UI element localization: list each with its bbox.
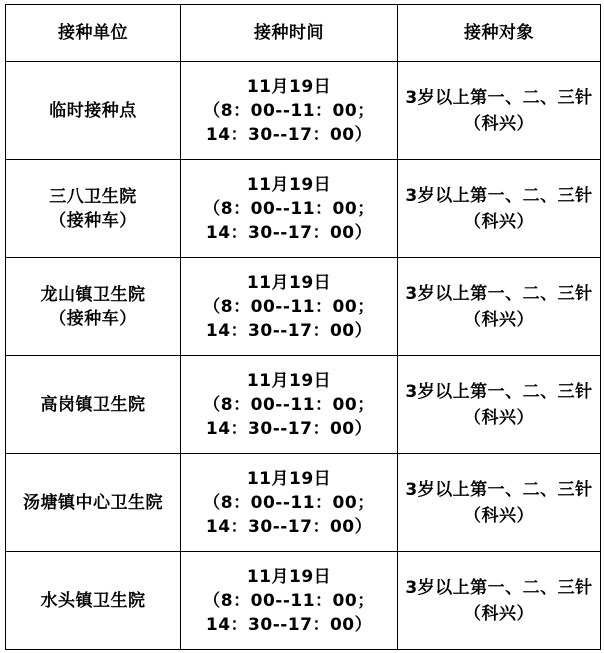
table-row [6, 356, 601, 454]
table-row [6, 160, 601, 258]
header-target: 接种对象 [398, 5, 601, 62]
time-morning: （8：00--11：00； [203, 590, 375, 611]
target-text: 3岁以上第一、二、三针（科兴） [405, 577, 593, 624]
vaccination-schedule-table [5, 4, 601, 650]
time-date: 11月19日 [246, 566, 332, 587]
unit-cell [6, 258, 181, 356]
time-date: 11月19日 [246, 272, 332, 293]
time-morning: （8：00--11：00； [203, 394, 375, 415]
table-header [6, 5, 601, 62]
time-afternoon: 14：30--17：00） [205, 320, 373, 341]
time-afternoon: 14：30--17：00） [205, 124, 373, 145]
time-cell [181, 552, 398, 650]
target-cell [398, 160, 601, 258]
header-row [6, 5, 601, 62]
unit-cell [6, 454, 181, 552]
table-row [6, 258, 601, 356]
target-cell [398, 552, 601, 650]
time-cell [181, 62, 398, 160]
time-date: 11月19日 [246, 76, 332, 97]
time-morning: （8：00--11：00； [203, 100, 375, 121]
target-text: 3岁以上第一、二、三针（科兴） [405, 381, 593, 428]
unit-note: （接种车） [49, 308, 137, 329]
unit-name: 水头镇卫生院 [40, 590, 146, 611]
unit-cell [6, 160, 181, 258]
unit-name: 汤塘镇中心卫生院 [23, 492, 163, 513]
target-cell [398, 258, 601, 356]
table-row [6, 454, 601, 552]
unit-name: 高岗镇卫生院 [40, 394, 146, 415]
table-body [6, 62, 601, 650]
time-afternoon: 14：30--17：00） [205, 222, 373, 243]
time-morning: （8：00--11：00； [203, 296, 375, 317]
target-text: 3岁以上第一、二、三针（科兴） [405, 87, 593, 134]
unit-cell [6, 552, 181, 650]
unit-cell [6, 356, 181, 454]
unit-note: （接种车） [49, 210, 137, 231]
time-date: 11月19日 [246, 468, 332, 489]
table-row [6, 62, 601, 160]
unit-cell [6, 62, 181, 160]
unit-name: 三八卫生院 [49, 186, 137, 207]
target-cell [398, 454, 601, 552]
table-row [6, 552, 601, 650]
unit-name: 临时接种点 [49, 100, 137, 121]
time-cell [181, 160, 398, 258]
time-cell [181, 356, 398, 454]
header-time: 接种时间 [181, 5, 398, 62]
time-afternoon: 14：30--17：00） [205, 614, 373, 635]
time-cell [181, 258, 398, 356]
time-morning: （8：00--11：00； [203, 492, 375, 513]
time-date: 11月19日 [246, 370, 332, 391]
target-cell [398, 356, 601, 454]
header-unit: 接种单位 [6, 5, 181, 62]
time-afternoon: 14：30--17：00） [205, 516, 373, 537]
time-cell [181, 454, 398, 552]
target-text: 3岁以上第一、二、三针（科兴） [405, 185, 593, 232]
unit-name: 龙山镇卫生院 [40, 284, 146, 305]
target-text: 3岁以上第一、二、三针（科兴） [405, 283, 593, 330]
target-text: 3岁以上第一、二、三针（科兴） [405, 479, 593, 526]
time-morning: （8：00--11：00； [203, 198, 375, 219]
time-afternoon: 14：30--17：00） [205, 418, 373, 439]
time-date: 11月19日 [246, 174, 332, 195]
target-cell [398, 62, 601, 160]
